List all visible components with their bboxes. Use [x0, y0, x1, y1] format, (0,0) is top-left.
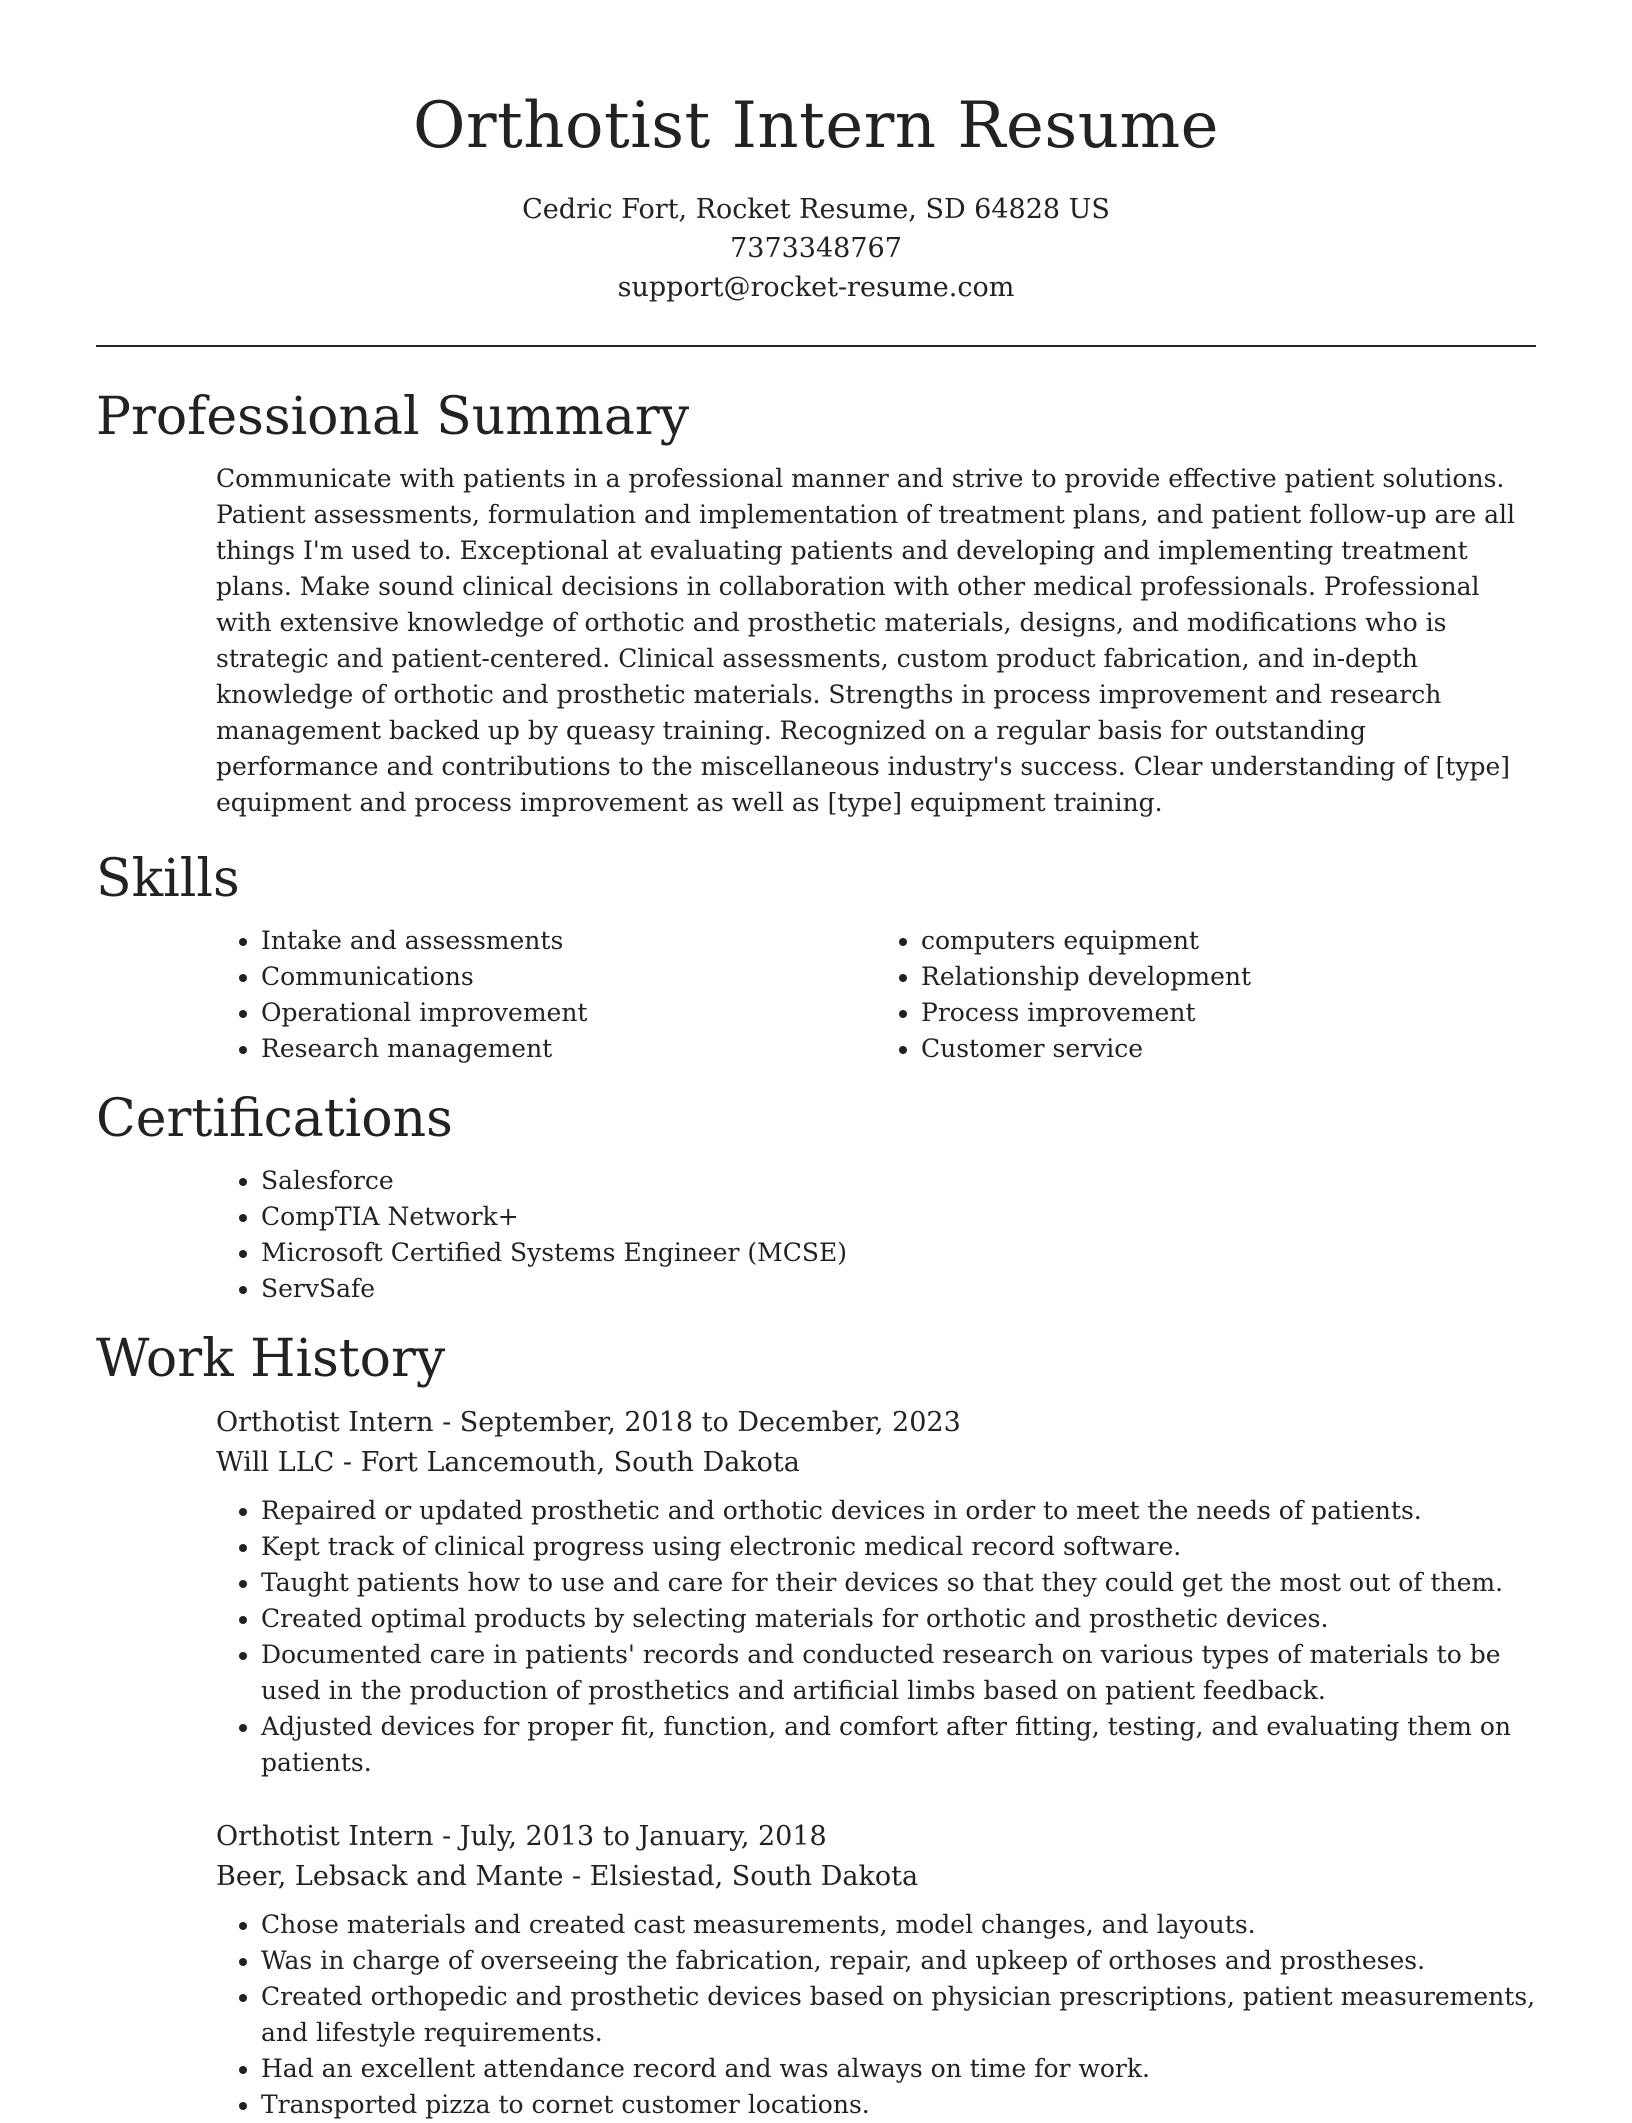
contact-phone: 7373348767 [730, 233, 902, 264]
list-item: • Salesforce [261, 1163, 1536, 1199]
skills-heading: Skills [96, 849, 240, 909]
job-tasks [216, 1907, 1536, 2123]
skills-list [216, 923, 1536, 1067]
job-title: Orthotist Intern [216, 1821, 434, 1852]
job-tasks [216, 1493, 1536, 1781]
job-company-line: Will LLC - Fort Lancemouth, South Dakota [216, 1447, 800, 1478]
job-title-line: Orthotist Intern - July, 2013 to January, 2018 [216, 1821, 827, 1852]
job-location: Fort Lancemouth, South Dakota [360, 1447, 800, 1478]
list-item: • Relationship development [921, 959, 1536, 995]
contact-email: support@rocket-resume.com [617, 272, 1015, 303]
certifications-heading: Certifications [96, 1089, 453, 1149]
list-item: • Adjusted devices for proper fit, function, and comfort after fitting, testing, and evaluating them on patients. [261, 1709, 1536, 1781]
job-title-line: Orthotist Intern - September, 2018 to December, 2023 [216, 1407, 961, 1438]
list-item: • Taught patients how to use and care for their devices so that they could get the most out of them. [261, 1565, 1536, 1601]
job-company: Will LLC [216, 1447, 335, 1478]
list-item: • Was in charge of overseeing the fabrication, repair, and upkeep of orthoses and prostheses. [261, 1943, 1536, 1979]
job-title: Orthotist Intern [216, 1407, 434, 1438]
resume-title: Orthotist Intern Resume [412, 89, 1220, 163]
list-item: • Customer service [921, 1031, 1536, 1067]
job-location: Elsiestad, South Dakota [589, 1861, 919, 1892]
job-dates: July, 2013 to January, 2018 [459, 1821, 827, 1852]
list-item: • Documented care in patients' records and conducted research on various types of materials to be used in the production of prosthetics and artificial limbs based on patient feedback. [261, 1637, 1536, 1709]
summary-text: Communicate with patients in a professional manner and strive to provide effective patient solutions. Patient assessments, formulation and implementation of treatment plans, and patient follow-up are all things I'm used to. Exceptional at evaluating patients and developing and implementing treatment plans. Make sound clinical decisions in collaboration with other medical professionals. Professional with extensive knowledge of orthotic and prosthetic materials, designs, and modifications who is strategic and patient-centered. Clinical assessments, custom product fabrication, and in-depth knowledge of orthotic and prosthetic materials. Strengths in process improvement and research management backed up by queasy training. Recognized on a regular basis for outstanding performance and contributions to the miscellaneous industry's success. Clear understanding of [type] equipment and process improvement as well as [type] equipment training. [216, 464, 1516, 817]
list-item: • Created optimal products by selecting materials for orthotic and prosthetic devices. [261, 1601, 1536, 1637]
list-item: • Had an excellent attendance record and was always on time for work. [261, 2051, 1536, 2087]
list-item: • CompTIA Network+ [261, 1199, 1536, 1235]
list-item: • ServSafe [261, 1271, 1536, 1307]
list-item: • Kept track of clinical progress using electronic medical record software. [261, 1529, 1536, 1565]
list-item: • Research management [261, 1031, 876, 1067]
list-item: • Microsoft Certified Systems Engineer (MCSE) [261, 1235, 1536, 1271]
skills-column-left [216, 923, 876, 1067]
header-divider [96, 345, 1536, 347]
list-item: • computers equipment [921, 923, 1536, 959]
list-item: • Communications [261, 959, 876, 995]
list-item: • Chose materials and created cast measurements, model changes, and layouts. [261, 1907, 1536, 1943]
job-entry [216, 1817, 1536, 2123]
contact-block [96, 190, 1536, 307]
list-item: • Intake and assessments [261, 923, 876, 959]
job-entry [216, 1403, 1536, 1781]
job-dates: September, 2018 to December, 2023 [459, 1407, 961, 1438]
list-item: • Process improvement [921, 995, 1536, 1031]
summary-heading: Professional Summary [96, 387, 690, 447]
skills-column-right [876, 923, 1536, 1067]
job-company: Beer, Lebsack and Mante [216, 1861, 564, 1892]
certifications-list [216, 1163, 1536, 1307]
list-item: • Transported pizza to cornet customer locations. [261, 2087, 1536, 2123]
job-company-line: Beer, Lebsack and Mante - Elsiestad, South Dakota [216, 1861, 919, 1892]
work-history-heading: Work History [96, 1329, 446, 1389]
list-item: • Created orthopedic and prosthetic devices based on physician prescriptions, patient measurements, and lifestyle requirements. [261, 1979, 1536, 2051]
list-item: • Operational improvement [261, 995, 876, 1031]
resume-page [96, 0, 1536, 2123]
contact-address: Cedric Fort, Rocket Resume, SD 64828 US [522, 194, 1110, 225]
list-item: • Repaired or updated prosthetic and orthotic devices in order to meet the needs of patients. [261, 1493, 1536, 1529]
